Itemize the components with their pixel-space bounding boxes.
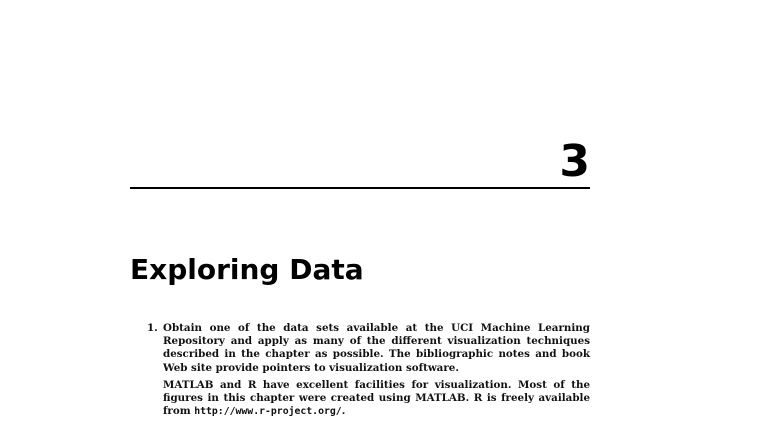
exercise-list bbox=[147, 322, 590, 422]
chapter-number: 3 bbox=[559, 136, 590, 187]
chapter-title: Exploring Data bbox=[130, 253, 364, 286]
exercise-text: MATLAB and R have excellent facilities for visualization. Most of the figures in this chapter were created using MATLAB. R is freely available from bbox=[163, 378, 590, 418]
exercise-period: . bbox=[341, 405, 346, 418]
exercise-item bbox=[147, 322, 590, 418]
url-link[interactable]: http://www.r-project.org/ bbox=[194, 406, 342, 418]
exercise-paragraph: Obtain one of the data sets available at the UCI Machine Learning Repository and apply as many of the different visualization techniques described in the chapter as possible. The bibliographic notes and book Web site provide pointers to visualization software. bbox=[163, 322, 590, 374]
exercise-paragraph bbox=[163, 379, 590, 419]
chapter-rule bbox=[130, 187, 590, 189]
exercise-number: 1. bbox=[147, 322, 158, 334]
